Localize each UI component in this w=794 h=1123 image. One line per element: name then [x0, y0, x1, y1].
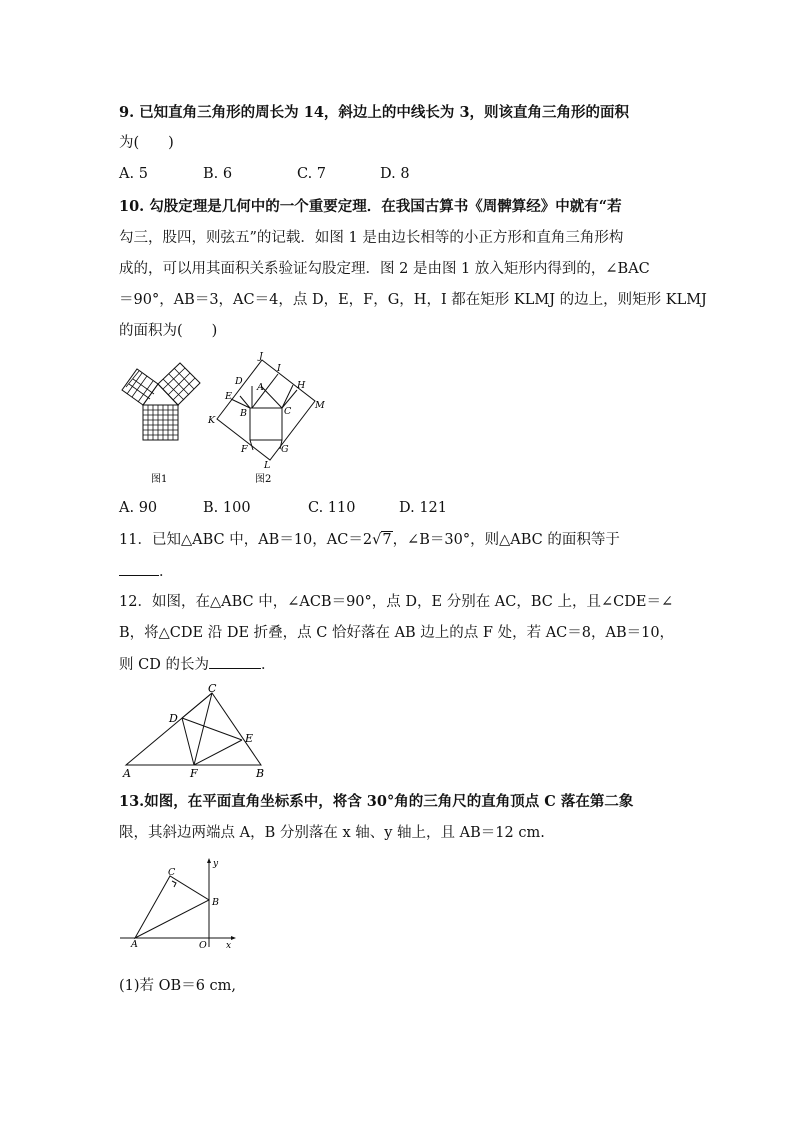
q13-label-c: C [168, 867, 176, 878]
q10-option-c: C. 110 [308, 500, 356, 516]
q9-options [119, 164, 410, 184]
q10-figure1-caption: 图1 [151, 474, 168, 485]
q10-fig2-label-c: C [284, 406, 292, 417]
q10-fig2-label-m: M [315, 400, 325, 411]
q12-fold-lines [182, 693, 242, 765]
q9-option-a: A. 5 [119, 166, 148, 182]
q10-figure2 [205, 348, 330, 488]
q13-stem-line1 [119, 792, 633, 812]
q10-option-d: D. 121 [399, 500, 448, 516]
q12-stem-line3-before: 则 CD 的长为 [119, 657, 209, 673]
q13-figure [118, 855, 243, 950]
q12-figure [118, 680, 278, 780]
q13-label-a: A [131, 939, 138, 950]
q10-figure1-left-square [122, 369, 158, 405]
q11-stem-before: 11．已知△ABC 中，AB＝10，AC＝2 [119, 532, 373, 548]
q9-option-b: B. 6 [203, 166, 233, 182]
q10-fig2-label-a: A [257, 382, 264, 393]
q10-stem-line1 [119, 197, 622, 217]
q10-fig2-label-e: E [225, 391, 232, 402]
q11-stem-line2 [119, 561, 174, 582]
q11-stem-line2-end: ． [159, 564, 174, 580]
q10-figure2-square [250, 408, 282, 440]
q13-set-square [135, 876, 209, 938]
q10-figure1-grid-square [143, 405, 178, 440]
q12-label-b: B [256, 767, 265, 780]
q13-label-x: x [226, 941, 232, 950]
q10-fig2-label-l: L [264, 460, 271, 471]
q13-label-b: B [212, 897, 219, 908]
q11-sqrt-sign: √ [372, 532, 382, 548]
q12-label-f: F [190, 767, 198, 780]
q10-figure2-caption: 图2 [255, 474, 272, 485]
q10-stem-line3: 成的，可以用其面积关系验证勾股定理．图 2 是由图 1 放入矩形内得到的，∠BAC [119, 261, 650, 277]
q12-label-a: A [123, 767, 131, 780]
q10-fig2-label-i: I [277, 363, 281, 374]
q10-figure2-rectangle [217, 360, 315, 460]
q11-stem-after: ，∠B＝30°，则△ABC 的面积等于 [392, 532, 620, 548]
q10-fig2-label-j: J [259, 351, 263, 362]
q13-right-angle-mark [172, 881, 176, 887]
q10-stem-line4: ＝90°，AB＝3，AC＝4，点 D，E，F，G，H，I 都在矩形 KLMJ 的边上，则矩形 KLMJ [119, 292, 707, 308]
q10-fig2-label-b: B [240, 408, 247, 419]
q10-fig2-label-k: K [208, 415, 216, 426]
q10-figure1 [118, 360, 218, 488]
q12-stem-line1: 12．如图，在△ABC 中，∠ACB＝90°，点 D，E 分别在 AC，BC 上，且∠CDE＝∠ [119, 594, 674, 610]
q13-number-text: 13.如图，在平面直角坐标系中，将含 30°角的三角尺的直角顶点 C 落在第二象 [119, 793, 634, 810]
q10-stem-line1-text: 10. 勾股定理是几何中的一个重要定理．在我国古算书《周髀算经》中就有“若 [119, 198, 622, 215]
q10-options [119, 498, 447, 518]
q10-fig2-label-d: D [235, 376, 243, 387]
q12-answer-blank[interactable] [209, 654, 261, 669]
q9-stem-line2: 为( ) [119, 135, 174, 151]
q10-option-a: A. 90 [119, 500, 158, 516]
q12-stem-line3-end: ． [260, 657, 276, 673]
q10-fig2-label-g: G [281, 444, 289, 455]
q9-option-d: D. 8 [380, 166, 410, 182]
q12-stem-line3 [119, 654, 275, 675]
q12-label-d: D [169, 712, 178, 725]
q10-stem-line5: 的面积为( ) [119, 323, 218, 339]
q11-sqrt [372, 530, 392, 550]
q9-option-c: C. 7 [297, 166, 327, 182]
q11-radicand: 7 [382, 532, 392, 548]
q11-stem-line1 [119, 530, 620, 550]
q10-fig2-label-h: H [297, 380, 306, 391]
q12-label-e: E [245, 732, 254, 745]
q13-stem-line2: 限，其斜边两端点 A，B 分别落在 x 轴、y 轴上，且 AB＝12 cm. [119, 825, 545, 841]
q10-option-b: B. 100 [203, 500, 251, 516]
q10-figure1-right-square [158, 363, 200, 405]
q13-label-o: O [199, 940, 207, 950]
q9-stem-line1: 9. 已知直角三角形的周长为 14，斜边上的中线长为 3，则该直角三角形的面积 [119, 104, 630, 121]
q11-answer-blank[interactable] [119, 561, 159, 576]
q10-fig2-label-f: F [241, 444, 248, 455]
q13-label-y: y [213, 859, 219, 869]
q12-stem-line2: B，将△CDE 沿 DE 折叠，点 C 恰好落在 AB 边上的点 F 处，若 AC＝8，AB＝10， [119, 625, 675, 641]
q12-triangle-abc [126, 693, 261, 765]
q13-sub1: (1)若 OB＝6 cm, [119, 978, 237, 994]
q10-stem-line2: 勾三，股四，则弦五”的记载．如图 1 是由边长相等的小正方形和直角三角形构 [119, 230, 624, 246]
q12-label-c: C [208, 682, 217, 695]
